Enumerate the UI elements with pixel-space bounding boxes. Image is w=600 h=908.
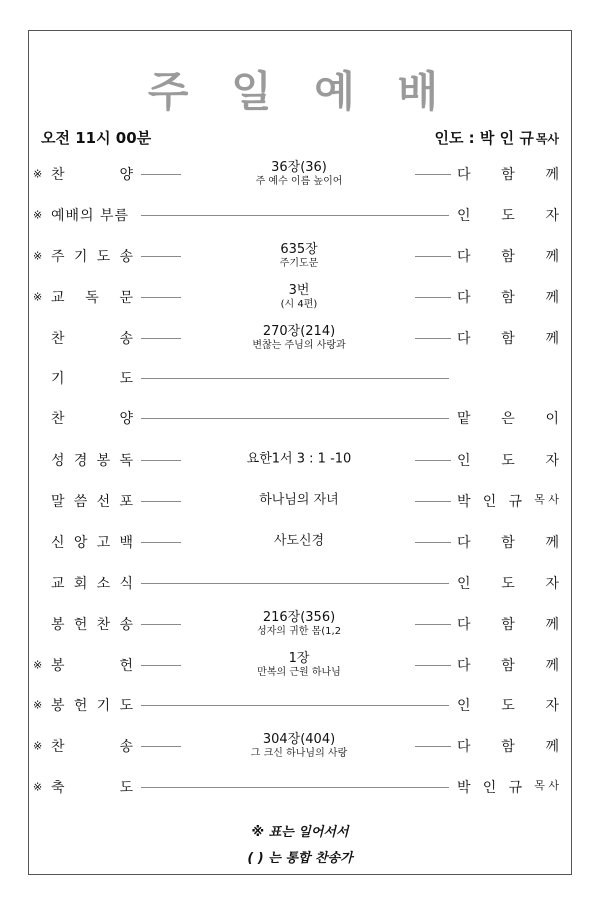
item-label-char: 도 (119, 780, 133, 796)
item-label-char: 헌 (119, 658, 133, 674)
item-person-char: 도 (501, 698, 515, 714)
item-label-char: 교 (51, 290, 65, 306)
item-detail-sub: 그 크신 하나님의 사랑 (250, 747, 348, 759)
item-label-char: 봉 (51, 698, 65, 714)
item-detail-main: 304장(404) (262, 731, 336, 747)
worship-item (29, 362, 573, 394)
item-label (51, 368, 133, 388)
item-label-char: 찬 (51, 411, 65, 427)
leader-line (415, 297, 451, 298)
item-person-role: 목 사 (534, 779, 559, 792)
item-detail (187, 494, 411, 509)
leader-line (415, 746, 451, 747)
item-label-char: 봉 (96, 453, 111, 469)
leader-line (141, 665, 181, 666)
leader-role: 목사 (535, 132, 559, 146)
leader-line (141, 256, 181, 257)
item-person-char: 함 (501, 290, 515, 306)
leader-line (141, 705, 449, 706)
item-label (51, 287, 133, 307)
item-label-char: 기 (96, 698, 111, 714)
standing-mark: ※ (33, 658, 43, 672)
item-label (51, 655, 133, 675)
service-time: 오전 11시 00분 (41, 129, 152, 147)
item-label (51, 736, 133, 756)
worship-item (29, 444, 573, 476)
item-person (457, 532, 559, 552)
item-label-char: 헌 (73, 617, 88, 633)
leader-line (141, 174, 181, 175)
item-person-char: 이 (545, 411, 559, 427)
item-person-char: 박 (457, 494, 471, 510)
item-person-char: 도 (501, 576, 515, 592)
leader-line (141, 746, 181, 747)
item-person-char: 자 (545, 208, 559, 224)
item-person (457, 573, 559, 593)
standing-mark: ※ (33, 167, 43, 181)
item-person (457, 205, 559, 225)
item-person (457, 450, 559, 470)
item-label-char: 성 (51, 453, 65, 469)
page-title: 주 일 예 배 (147, 67, 453, 116)
standing-mark: ※ (33, 780, 43, 794)
leader-line (415, 501, 451, 502)
item-detail-main: 1장 (288, 650, 310, 666)
worship-item (29, 281, 573, 313)
leader-line (415, 460, 451, 461)
item-person-char: 함 (501, 249, 515, 265)
item-detail-sub: 주기도문 (279, 257, 319, 269)
item-label-char: 찬 (51, 167, 65, 183)
item-label-char: 소 (96, 576, 111, 592)
item-person-char: 박 (457, 780, 471, 796)
leader-line (415, 542, 451, 543)
item-detail (187, 284, 411, 310)
item-person-char: 께 (545, 167, 559, 183)
standing-mark: ※ (33, 739, 43, 753)
leader-line (415, 174, 451, 175)
item-person-char: 께 (545, 658, 559, 674)
item-label-char: 주 (51, 249, 65, 265)
worship-item (29, 199, 573, 231)
footer-note-standing: ※ 표는 일어서서 (251, 825, 349, 840)
worship-item (29, 322, 573, 354)
item-person-char: 다 (457, 739, 471, 755)
item-label-char: 송 (119, 249, 133, 265)
item-label (51, 777, 133, 797)
item-detail-main: 요한1서 3 : 1 -10 (246, 451, 352, 467)
item-person-char: 다 (457, 249, 471, 265)
leader-line (141, 787, 449, 788)
item-detail-main: 3번 (288, 282, 310, 298)
item-label-char: 헌 (73, 698, 88, 714)
item-person-char: 자 (545, 453, 559, 469)
item-detail-main: 사도신경 (273, 533, 325, 549)
item-detail (187, 733, 411, 759)
item-person-char: 함 (501, 739, 515, 755)
bulletin-frame (28, 30, 572, 875)
leader-line (415, 256, 451, 257)
item-label-char: 송 (119, 331, 133, 347)
item-detail-main: 하나님의 자녀 (259, 492, 339, 508)
item-detail (187, 611, 411, 637)
item-person-char: 자 (545, 698, 559, 714)
footer-note-hymnal: ( ) 는 통합 찬송가 (247, 851, 353, 866)
item-detail-main: 270장(214) (262, 323, 336, 339)
item-detail-main: 216장(356) (262, 609, 336, 625)
worship-item (29, 730, 573, 762)
item-label (51, 328, 133, 348)
item-person-char: 다 (457, 535, 471, 551)
leader-line (141, 338, 181, 339)
item-label-char: 씀 (73, 494, 88, 510)
item-person-char: 인 (457, 453, 471, 469)
item-detail-sub: 변찮는 주님의 사랑과 (252, 339, 346, 351)
worship-item (29, 240, 573, 272)
item-person (457, 695, 559, 715)
item-label-char: 회 (73, 576, 88, 592)
worship-item (29, 485, 573, 517)
item-person (457, 246, 559, 266)
item-label (51, 532, 133, 552)
item-person-char: 도 (501, 208, 515, 224)
leader-line (141, 297, 181, 298)
item-person-char: 은 (501, 411, 515, 427)
item-person-char: 다 (457, 290, 471, 306)
worship-item (29, 608, 573, 640)
item-person-char: 함 (501, 658, 515, 674)
item-detail-sub: 주 예수 이름 높이어 (255, 175, 343, 187)
leader-line (141, 501, 181, 502)
item-detail (187, 652, 411, 678)
item-label-char: 송 (119, 739, 133, 755)
item-label (51, 450, 133, 470)
item-label-char: 도 (119, 371, 133, 387)
item-person-char: 인 (457, 698, 471, 714)
item-person-char: 다 (457, 167, 471, 183)
leader-line (141, 583, 449, 584)
worship-item (29, 689, 573, 721)
item-person-char: 께 (545, 617, 559, 633)
leader-line (141, 378, 449, 379)
item-label-char: 봉 (51, 617, 65, 633)
leader-line (141, 624, 181, 625)
item-person (457, 164, 559, 184)
item-label-char: 신 (51, 535, 65, 551)
item-person (457, 491, 559, 511)
item-person-char: 다 (457, 658, 471, 674)
item-person (457, 736, 559, 756)
standing-mark: ※ (33, 249, 43, 263)
item-person-char: 인 (482, 494, 497, 510)
item-person-char: 께 (545, 290, 559, 306)
item-person-char: 도 (501, 453, 515, 469)
item-person-char: 다 (457, 617, 471, 633)
item-person-char: 맡 (457, 411, 471, 427)
item-person-char: 께 (545, 739, 559, 755)
item-detail-main: 36장(36) (271, 159, 327, 175)
item-label-char: 백 (119, 535, 133, 551)
item-person (457, 614, 559, 634)
item-person-char: 함 (501, 331, 515, 347)
leader-line (141, 418, 449, 419)
item-label-char: 송 (119, 617, 133, 633)
standing-mark: ※ (33, 698, 43, 712)
item-person (457, 777, 559, 797)
item-label-char: 도 (96, 249, 111, 265)
item-label-char: 교 (51, 576, 65, 592)
item-label-char: 양 (119, 167, 133, 183)
item-person-char: 자 (545, 576, 559, 592)
item-person-char: 함 (501, 617, 515, 633)
item-label-char: 양 (119, 411, 133, 427)
item-label-char: 포 (119, 494, 133, 510)
item-person (457, 655, 559, 675)
item-label: 예배의 부름 (51, 208, 130, 224)
item-detail (187, 453, 411, 468)
item-person-char: 규 (508, 780, 523, 796)
item-person-char: 께 (545, 249, 559, 265)
item-label (51, 695, 133, 715)
item-detail (187, 161, 411, 187)
leader-line (141, 542, 181, 543)
item-label-char: 찬 (51, 739, 65, 755)
item-detail-sub: 성자의 귀한 몸(1,2 (256, 625, 342, 637)
item-detail-main: 635장 (280, 241, 318, 257)
item-label-char: 찬 (96, 617, 111, 633)
leader-line (141, 460, 181, 461)
leader-line (415, 624, 451, 625)
item-person-char: 인 (457, 208, 471, 224)
item-person (457, 408, 559, 428)
item-person-char: 함 (501, 167, 515, 183)
item-label (51, 408, 133, 428)
item-label-char: 찬 (51, 331, 65, 347)
worship-item (29, 771, 573, 803)
item-label-char: 기 (51, 371, 65, 387)
worship-item (29, 158, 573, 190)
item-person-char: 인 (457, 576, 471, 592)
worship-item (29, 567, 573, 599)
item-label-char: 봉 (51, 658, 65, 674)
service-leader (434, 127, 559, 148)
item-label (51, 491, 133, 511)
item-detail-sub: 만복의 근원 하나님 (257, 666, 341, 678)
item-label-char: 문 (119, 290, 133, 306)
item-label (51, 614, 133, 634)
item-person-role: 목 사 (534, 493, 559, 506)
item-person (457, 287, 559, 307)
worship-item (29, 526, 573, 558)
item-label-char: 독 (119, 453, 133, 469)
item-label-char: 경 (73, 453, 88, 469)
leader-line (415, 338, 451, 339)
leader-line (141, 215, 449, 216)
item-person-char: 께 (545, 535, 559, 551)
item-person-char: 인 (482, 780, 497, 796)
standing-mark: ※ (33, 290, 43, 304)
item-label (51, 164, 133, 184)
item-label-char: 독 (85, 290, 99, 306)
item-label-char: 기 (73, 249, 88, 265)
item-label-char: 말 (51, 494, 65, 510)
leader-line (415, 665, 451, 666)
item-detail (187, 535, 411, 550)
item-label-char: 선 (96, 494, 111, 510)
item-label (51, 573, 133, 593)
standing-mark: ※ (33, 208, 43, 222)
item-detail (187, 243, 411, 269)
item-label-char: 앙 (73, 535, 88, 551)
item-person-char: 다 (457, 331, 471, 347)
item-detail (187, 325, 411, 351)
worship-item (29, 649, 573, 681)
item-label (51, 246, 133, 266)
item-label-char: 식 (119, 576, 133, 592)
item-person-char: 께 (545, 331, 559, 347)
item-person (457, 328, 559, 348)
item-label-char: 축 (51, 780, 65, 796)
item-person-char: 규 (508, 494, 523, 510)
item-person-char: 함 (501, 535, 515, 551)
worship-item (29, 402, 573, 434)
item-label-char: 도 (119, 698, 133, 714)
item-label-char: 고 (96, 535, 111, 551)
leader-name: 인도 : 박 인 규 (434, 129, 534, 147)
item-detail-sub: (시 4편) (280, 298, 318, 310)
